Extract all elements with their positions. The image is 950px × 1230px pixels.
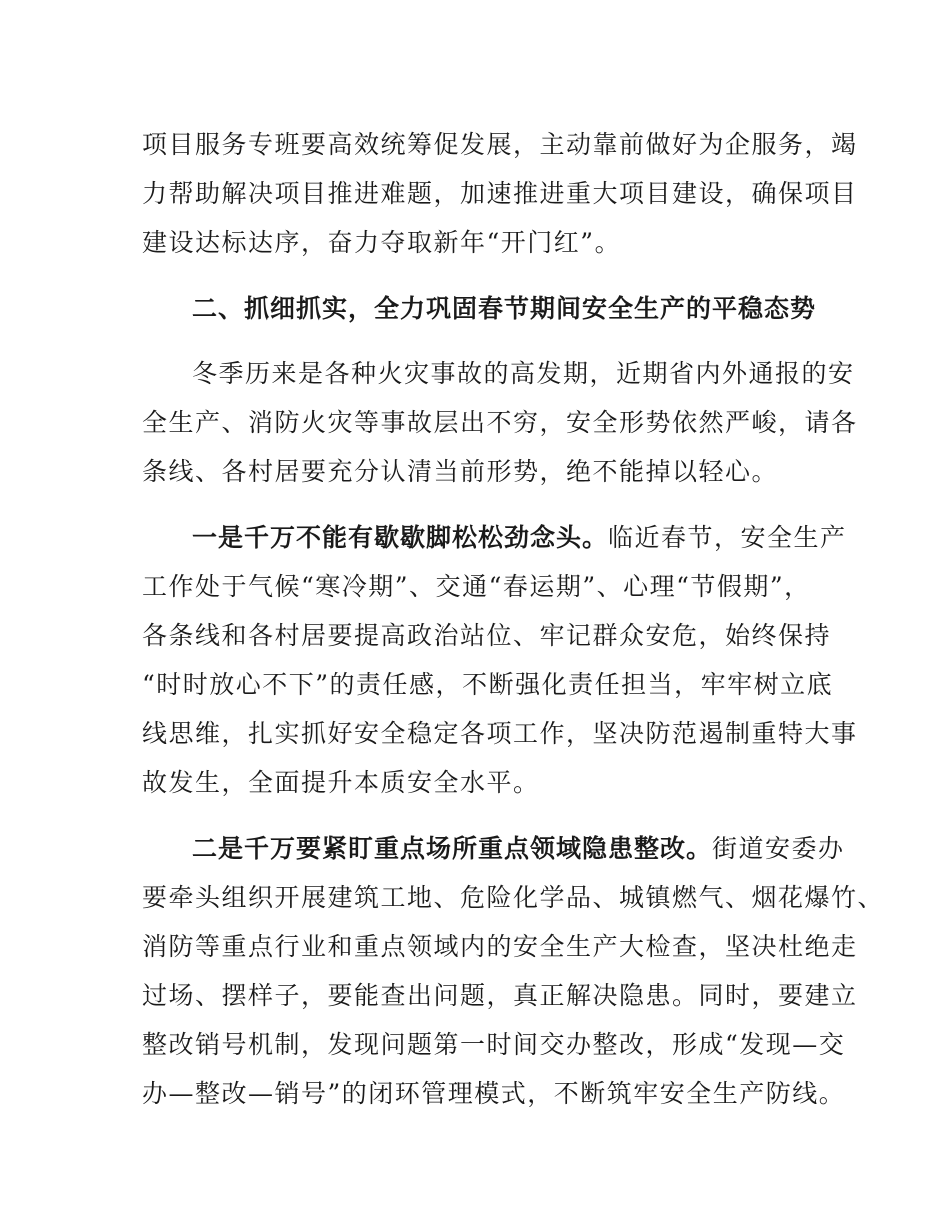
paragraph-2-line-2: 全生产、消防火灾等事故层出不穷，安全形势依然严峻，请各 — [142, 408, 858, 437]
paragraph-3-first-rest: 临近春节，安全生产 — [608, 523, 847, 552]
paragraph-4-line-3: 消防等重点行业和重点领域内的安全生产大检查，坚决杜绝走 — [142, 932, 858, 961]
paragraph-4-first-rest: 街道安委办 — [712, 834, 845, 863]
paragraph-1-line-2: 力帮助解决项目推进难题，加速推进重大项目建设，确保项目 — [142, 179, 858, 208]
paragraph-4-line-2: 要牵头组织开展建筑工地、危险化学品、城镇燃气、烟花爆竹、 — [142, 883, 885, 912]
paragraph-3-line-2: 工作处于气候“寒冷期”、交通“春运期”、心理“节假期”， — [142, 572, 811, 601]
paragraph-3-line-6: 故发生，全面提升本质安全水平。 — [142, 768, 540, 797]
section-heading: 二、抓细抓实，全力巩固春节期间安全生产的平稳态势 — [192, 294, 817, 323]
paragraph-1-line-3: 建设达标达序，奋力夺取新年“开门红”。 — [142, 228, 622, 257]
paragraph-3-line-3: 各条线和各村居要提高政治站位、牢记群众安危，始终保持 — [142, 621, 832, 650]
paragraph-3-lead: 一是千万不能有歇歇脚松松劲念头。 — [192, 523, 609, 552]
paragraph-2-line-1: 冬季历来是各种火灾事故的高发期，近期省内外通报的安 — [192, 359, 855, 388]
paragraph-2-line-3: 条线、各村居要充分认清当前形势，绝不能掉以轻心。 — [142, 457, 779, 486]
paragraph-4-line-5: 整改销号机制，发现问题第一时间交办整改，形成“发现—交 — [142, 1030, 846, 1059]
paragraph-3-line-1 — [192, 521, 892, 555]
paragraph-3-line-5: 线思维，扎实抓好安全稳定各项工作，坚决防范遏制重特大事 — [142, 719, 858, 748]
paragraph-3-line-4: “时时放心不下”的责任感，不断强化责任担当，牢牢树立底 — [142, 670, 834, 699]
paragraph-4-line-1 — [192, 832, 892, 866]
paragraph-1-line-1: 项目服务专班要高效统筹促发展，主动靠前做好为企服务，竭 — [142, 130, 858, 159]
paragraph-4-line-6: 办—整改—销号”的闭环管理模式，不断筑牢安全生产防线。 — [142, 1079, 846, 1108]
paragraph-4-lead: 二是千万要紧盯重点场所重点领域隐患整改。 — [192, 834, 713, 863]
paragraph-4-line-4: 过场、摆样子，要能查出问题，真正解决隐患。同时，要建立 — [142, 981, 858, 1010]
